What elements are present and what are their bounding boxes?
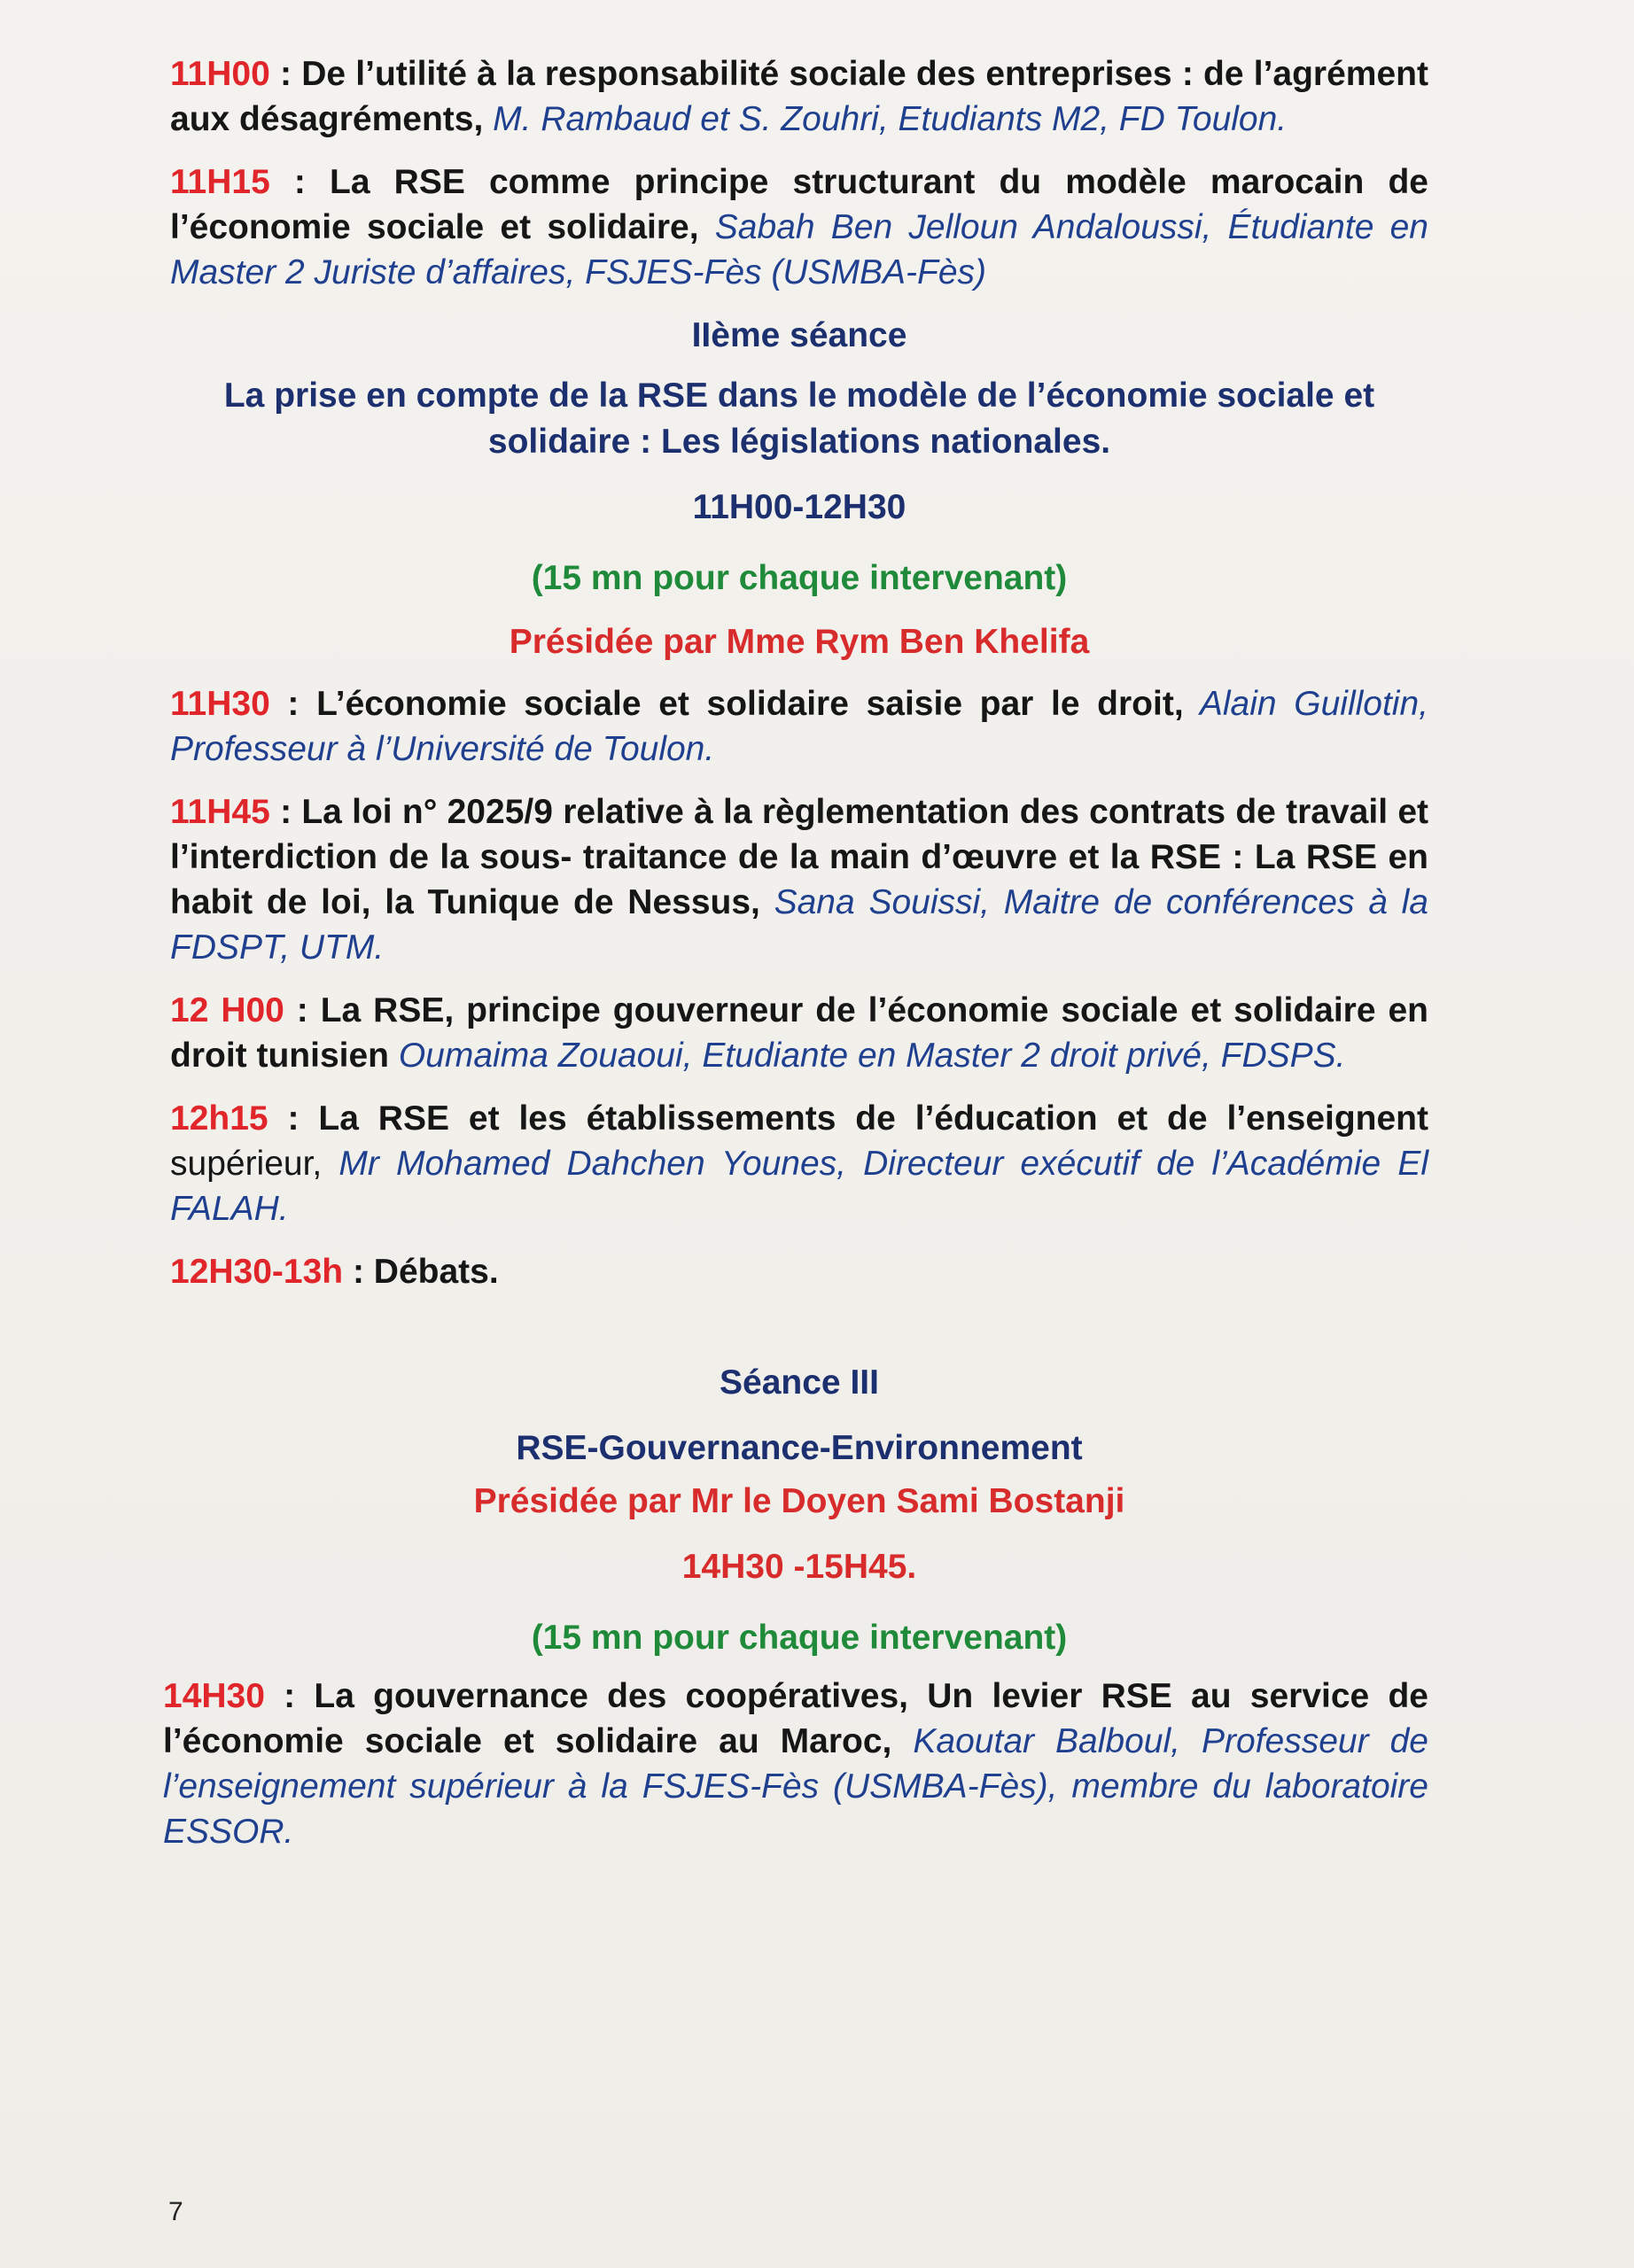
program-entry bbox=[163, 1674, 1428, 1854]
entry-time: 11H00 bbox=[170, 55, 270, 93]
program-entry bbox=[170, 988, 1428, 1078]
entry-separator: : bbox=[269, 685, 317, 723]
program-entry bbox=[170, 1249, 1428, 1294]
entry-speaker: Kaoutar Balboul, Professeur de l’enseignement supérieur à la FSJES-Fès (USMBA-Fès), membre du laboratoire ESSOR. bbox=[163, 1722, 1428, 1851]
program-entry bbox=[170, 789, 1428, 970]
session2-chair: Présidée par Mme Rym Ben Khelifa bbox=[509, 623, 1090, 661]
session2-hours: 11H00-12H30 bbox=[692, 488, 906, 526]
entry-plain-text: supérieur, bbox=[170, 1145, 323, 1183]
entry-separator: : bbox=[269, 793, 302, 831]
entry-speaker: Mr Mohamed Dahchen Younes, Directeur exécutif de l’Académie El FALAH. bbox=[170, 1145, 1428, 1228]
program-content bbox=[163, 51, 1428, 1872]
entry-title: Débats. bbox=[373, 1253, 499, 1291]
entry-title: La gouvernance des coopératives, Un levier RSE au service de l’économie sociale et solidaire au Maroc, bbox=[163, 1677, 1428, 1760]
entry-time: 12h15 bbox=[170, 1099, 268, 1138]
program-entry bbox=[170, 681, 1428, 772]
session3-duration: (15 mn pour chaque intervenant) bbox=[531, 1619, 1068, 1657]
entry-speaker: M. Rambaud et S. Zouhri, Etudiants M2, FD Toulon. bbox=[483, 100, 1288, 138]
entry-time: 12H30-13h bbox=[170, 1253, 344, 1291]
entry-time: 11H30 bbox=[170, 685, 270, 723]
program-entry bbox=[170, 159, 1428, 295]
entry-separator: : bbox=[269, 55, 302, 93]
session2-duration: (15 mn pour chaque intervenant) bbox=[531, 559, 1068, 597]
entry-speaker: Sana Souissi, Maitre de conférences à la FDSPT, UTM. bbox=[170, 883, 1428, 967]
entry-separator: : bbox=[284, 991, 321, 1029]
session2-heading: IIème séance bbox=[691, 316, 907, 354]
entry-separator: : bbox=[264, 1677, 315, 1715]
entry-time: 14H30 bbox=[163, 1677, 265, 1715]
entry-speaker: Alain Guillotin, Professeur à l’Université de Toulon. bbox=[170, 685, 1428, 768]
program-entry bbox=[170, 1096, 1428, 1231]
session3-chair: Présidée par Mr le Doyen Sami Bostanji bbox=[473, 1482, 1125, 1520]
session3-hours: 14H30 -15H45. bbox=[681, 1548, 917, 1586]
entry-time: 12 H00 bbox=[170, 991, 284, 1029]
entry-speaker: Oumaima Zouaoui, Etudiante en Master 2 droit privé, FDSPS. bbox=[389, 1037, 1346, 1075]
entry-title: La loi n° 2025/9 relative à la règlementation des contrats de travail et l’interdiction de la sous- traitance de la main d’œuvre et la RSE : La RSE en habit de loi, la Tunique de Nessus, bbox=[170, 793, 1428, 921]
session3-title: RSE-Gouvernance-Environnement bbox=[516, 1429, 1083, 1467]
entry-separator: : bbox=[269, 163, 331, 201]
entry-separator: : bbox=[343, 1253, 374, 1291]
entry-separator: : bbox=[268, 1099, 319, 1138]
page-number: 7 bbox=[168, 2197, 183, 2226]
entry-time: 11H45 bbox=[170, 793, 270, 831]
session2-title: La prise en compte de la RSE dans le modèle de l’économie sociale et solidaire : Les législations nationales. bbox=[223, 377, 1375, 461]
entry-title: La RSE, principe gouverneur de l’économie sociale et solidaire en droit tunisien bbox=[170, 991, 1428, 1075]
session3-heading: Séance III bbox=[720, 1363, 879, 1402]
entry-title: La RSE comme principe structurant du modèle marocain de l’économie sociale et solidaire, bbox=[170, 163, 1428, 246]
entry-time: 11H15 bbox=[170, 163, 270, 201]
entry-speaker: Sabah Ben Jelloun Andaloussi, Étudiante en Master 2 Juriste d’affaires, FSJES-Fès (USMBA-Fès) bbox=[170, 208, 1428, 291]
entry-title: De l’utilité à la responsabilité sociale des entreprises : de l’agrément aux désagréments, bbox=[170, 55, 1428, 138]
entry-title: L’économie sociale et solidaire saisie par le droit, bbox=[316, 685, 1184, 723]
program-entry bbox=[170, 51, 1428, 142]
entry-title: La RSE et les établissements de l’éducation et de l’enseignent bbox=[318, 1099, 1428, 1138]
